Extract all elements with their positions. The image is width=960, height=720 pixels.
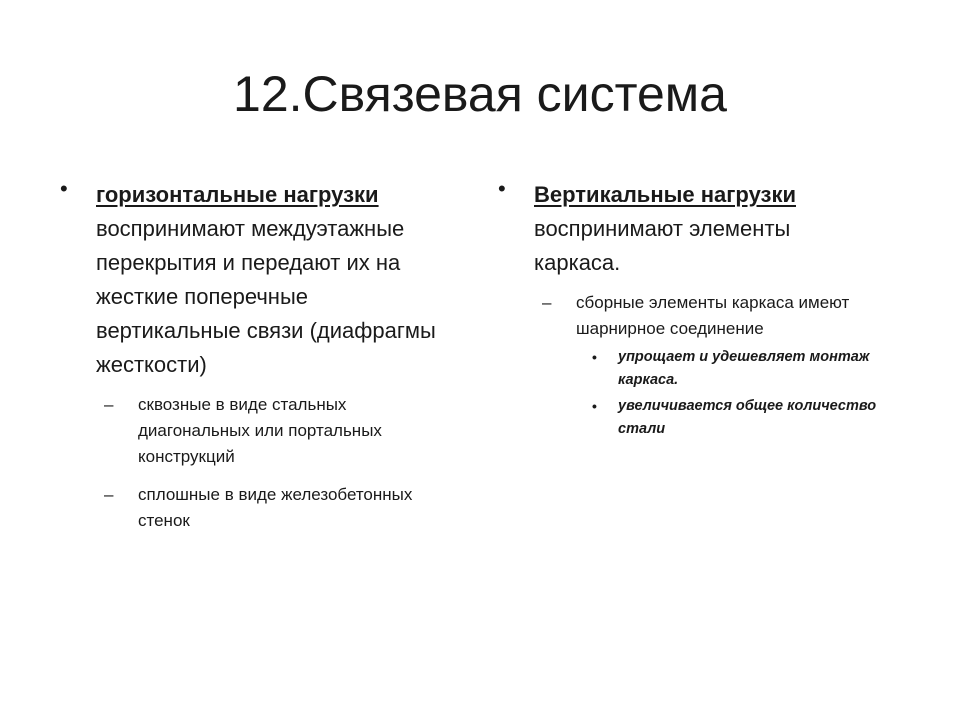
sub-sub-item [498, 346, 878, 392]
bullet-icon: • [592, 349, 597, 365]
sub-item-text: сквозные в виде стальных диагональных или портальных конструкций [138, 395, 382, 466]
bullet-body: воспринимают междуэтажные перекрытия и передают их на жесткие поперечные вертикальные связи (диафрагмы жесткости) [96, 216, 436, 377]
sub-item-text: сборные элементы каркаса имеют шарнирное соединение [576, 293, 850, 338]
bullet-icon: • [592, 398, 597, 414]
bullet-icon: • [60, 176, 68, 201]
sub-sub-item [498, 395, 878, 441]
bullet-horizontal-loads [60, 178, 440, 382]
sub-item [498, 290, 878, 342]
dash-icon: – [104, 485, 114, 504]
left-column [60, 178, 440, 534]
sub-item [60, 392, 440, 470]
bullet-vertical-loads [498, 178, 878, 280]
slide-title: 12.Связевая система [233, 66, 727, 122]
sub-sub-item-text: упрощает и удешевляет монтаж каркаса. [618, 349, 870, 388]
dash-icon: – [542, 293, 552, 312]
sub-item-text: сплошные в виде железобетонных стенок [138, 485, 413, 530]
right-column [498, 178, 878, 441]
sub-sub-item-text: увеличивается общее количество стали [618, 398, 877, 437]
bullet-heading: Вертикальные нагрузки [534, 182, 796, 207]
sub-item [60, 482, 440, 534]
dash-icon: – [104, 395, 114, 414]
bullet-heading: горизонтальные нагрузки [96, 182, 379, 207]
bullet-body: воспринимают элементы каркаса. [534, 216, 791, 275]
bullet-icon: • [498, 176, 506, 201]
